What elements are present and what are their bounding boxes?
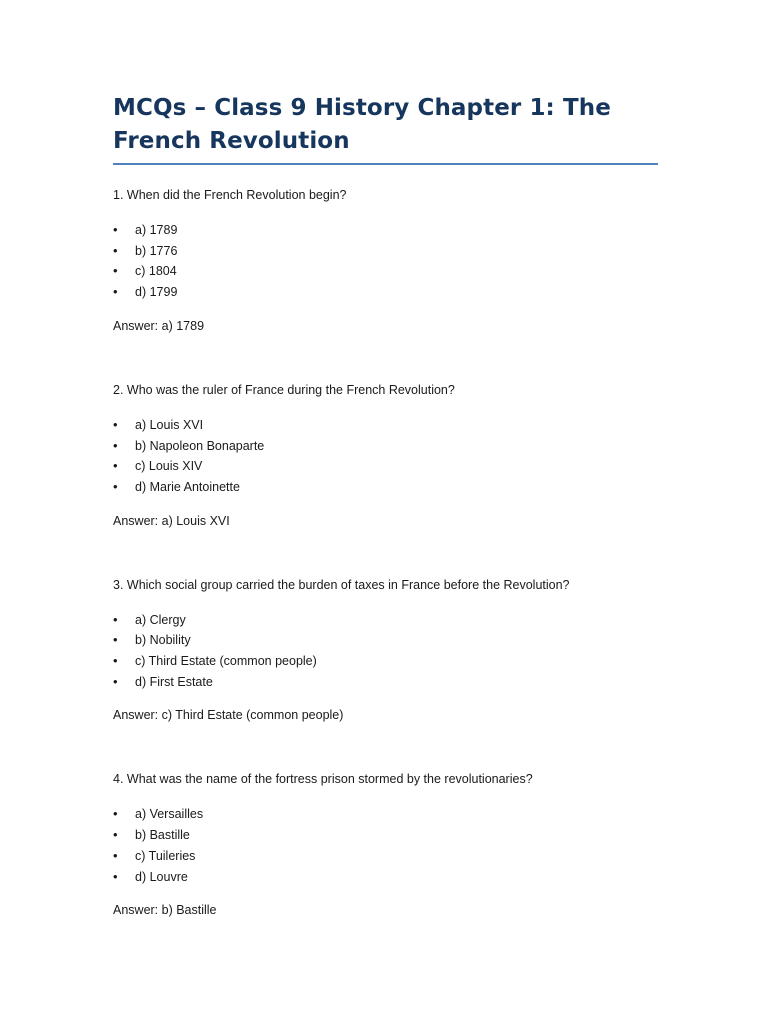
option-text: c) Louis XIV [135, 459, 203, 474]
option-item [113, 415, 658, 436]
bullet-icon: • [113, 458, 118, 474]
bullet-icon: • [113, 868, 118, 884]
bullet-icon: • [113, 827, 118, 843]
answer-text: Answer: a) 1789 [113, 318, 205, 333]
option-item [113, 456, 658, 477]
option-text: b) Bastille [135, 828, 190, 843]
bullet-icon: • [113, 632, 118, 648]
bullet-icon: • [113, 416, 118, 432]
option-text: d) Marie Antoinette [135, 479, 240, 494]
option-text: c) 1804 [135, 264, 177, 279]
option-item [113, 630, 658, 651]
option-item [113, 477, 658, 498]
bullet-icon: • [113, 478, 118, 494]
question-text: 1. When did the French Revolution begin? [113, 188, 347, 202]
bullet-icon: • [113, 673, 118, 689]
answer-text: Answer: b) Bastille [113, 903, 217, 918]
option-item [113, 261, 658, 282]
option-item [113, 825, 658, 846]
question-text: 3. Which social group carried the burden of taxes in France before the Revolution? [113, 577, 570, 592]
bullet-icon: • [113, 437, 118, 453]
title-line-1: MCQs – Class 9 History Chapter 1: The [113, 95, 611, 121]
options-list [113, 220, 658, 303]
question-text: 4. What was the name of the fortress prison stormed by the revolutionaries? [113, 772, 533, 787]
bullet-icon: • [113, 222, 118, 237]
bullet-icon: • [113, 611, 118, 627]
question-block-2 [113, 382, 658, 529]
option-text: d) Louvre [135, 869, 188, 884]
bullet-icon: • [113, 284, 118, 300]
bullet-icon: • [113, 806, 118, 822]
option-text: d) 1799 [135, 285, 178, 300]
bullet-icon: • [113, 653, 118, 669]
question-block-3 [113, 577, 658, 724]
option-text: a) Louis XVI [135, 417, 204, 432]
question-block-1 [113, 187, 658, 334]
question-block-4 [113, 771, 658, 918]
option-item [113, 846, 658, 867]
option-item [113, 282, 658, 303]
option-text: b) Napoleon Bonaparte [135, 438, 265, 453]
options-list [113, 610, 658, 693]
bullet-icon: • [113, 847, 118, 863]
option-text: d) First Estate [135, 674, 213, 689]
document-title [113, 92, 658, 165]
answer-text: Answer: c) Third Estate (common people) [113, 708, 344, 723]
option-item [113, 436, 658, 457]
option-text: a) Versailles [135, 807, 204, 822]
option-item [113, 651, 658, 672]
option-text: b) Nobility [135, 633, 191, 648]
option-item [113, 804, 658, 825]
option-text: a) Clergy [135, 612, 186, 627]
options-list [113, 415, 658, 498]
option-item [113, 867, 658, 888]
option-item [113, 241, 658, 262]
option-item [113, 610, 658, 631]
bullet-icon: • [113, 242, 118, 258]
option-text: c) Tuileries [135, 848, 196, 863]
bullet-icon: • [113, 263, 118, 279]
option-text: a) 1789 [135, 223, 178, 237]
option-item [113, 672, 658, 693]
options-list [113, 804, 658, 887]
option-text: c) Third Estate (common people) [135, 654, 317, 669]
document-page [113, 92, 658, 918]
title-line-2: French Revolution [113, 128, 350, 154]
option-item [113, 220, 658, 241]
question-text: 2. Who was the ruler of France during the French Revolution? [113, 382, 455, 397]
option-text: b) 1776 [135, 243, 178, 258]
answer-text: Answer: a) Louis XVI [113, 513, 230, 528]
